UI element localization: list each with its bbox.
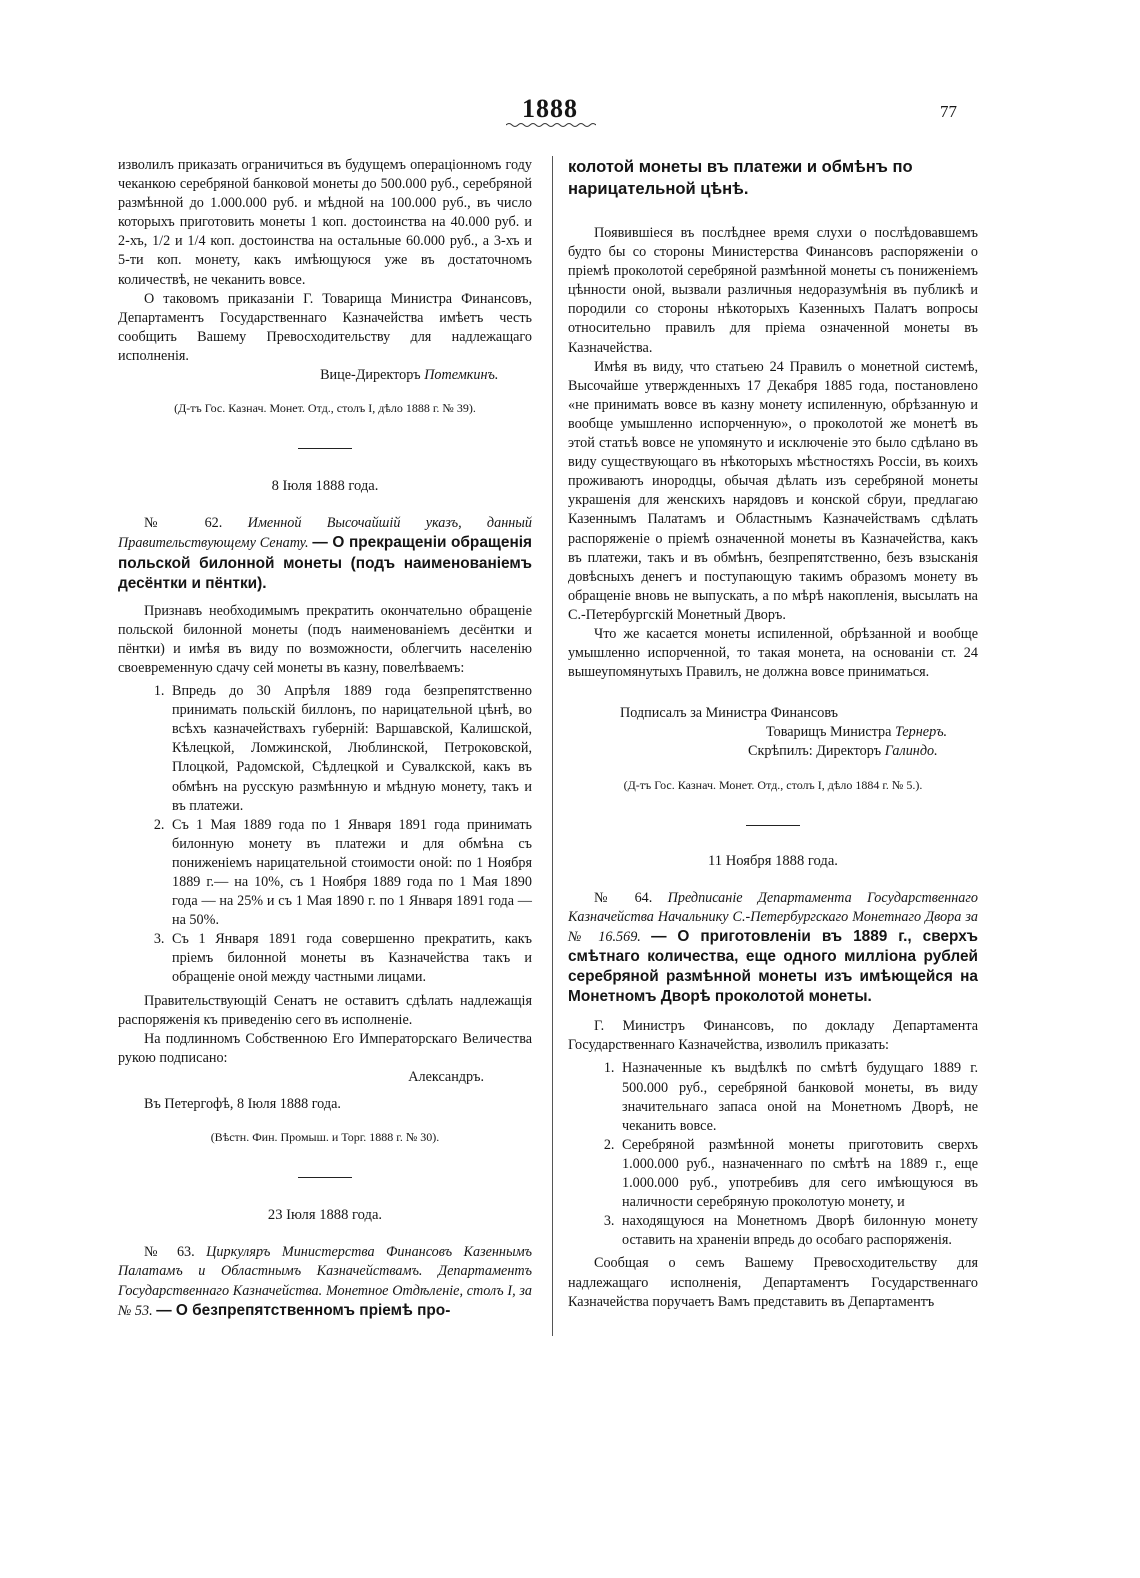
doc63-paragraph: Появившіеся въ послѣднее время слухи о послѣдовавшемъ будто бы со стороны Министерства Финансовъ распоряженіи о пріемѣ проколотой серебряной размѣнной монеты съ пониженіемъ цѣнности оной, вызвали различныя недоразумѣнія въ публикѣ и породили со стороны нѣкоторыхъ Казенныхъ Палатъ вопросы относительно правилъ для пріема означенной монеты въ Казначейства. (568, 225, 978, 356)
doc63-number: № 63. (144, 1244, 195, 1261)
doc62-number: № 62. (144, 515, 223, 532)
source-reference: (Д-тъ Гос. Казнач. Монет. Отд., столъ I, дѣло 1884 г. № 5.). (623, 777, 923, 792)
signature-line (568, 723, 978, 742)
left-column (118, 156, 532, 1321)
right-column (568, 156, 978, 1312)
list-item: 2. Серебряной размѣнной монеты приготовить сверхъ 1.000.000 руб., назначеннаго по смѣтѣ на 1889 г., еще 1.000.000 руб., употребивъ для сего имѣющуюся въ наличности серебряную проколотую монету, и (618, 1136, 978, 1212)
source-reference: (Вѣстн. Фин. Промыш. и Торг. 1888 г. № 30). (210, 1130, 440, 1145)
continued-paragraph: изволилъ приказать ограничиться въ будущемъ операціонномъ году чеканкою серебряной банковой монеты до 500.000 руб., серебряной размѣнной до 1.000.000 руб. и мѣдной на 100.000 руб., въ число которыхъ приготовить монеты 1 коп. достоинства на 40.000 руб. и 2-хъ, 1/2 и 1/4 коп. достоинства на остальные 60.000 руб., а 3-хъ и 5-ти коп. монету, какъ имѣющуюся уже въ достаточномъ количествѣ, не чеканить вовсе. (118, 157, 532, 288)
signature-title: Товарищъ Министра (766, 724, 892, 741)
doc62-senate: Правительствующій Сенатъ не оставитъ сдѣлать надлежащія распоряженія къ приведенію сего въ исполненіе. (118, 992, 532, 1028)
list-item: 2. Съ 1 Мая 1889 года по 1 Января 1891 года принимать билонную монету въ платежи и для обмѣна съ пониженіемъ нарицательной стоимости оной: по 1 Ноября 1889 г.— на 10%, съ 1 Ноября 1889 года по 1 Мая 1890 года — на 25% и съ 1 Мая 1890 г. по 1 Января 1891 года — на 50%. (168, 816, 532, 931)
doc62-place: Въ Петергофѣ, 8 Іюля 1888 года. (144, 1096, 341, 1113)
doc62-heading (118, 514, 532, 593)
list-item: 1. Впредь до 30 Апрѣля 1889 года безпрепятственно принимать польскій биллонъ, по нарицательной цѣнѣ, во всѣхъ казначействахъ губерній: Варшавской, Калишской, Кѣлецкой, Ломжинской, Люблинской, Петроковской, Плоцкой, Радомской, Сѣдлецкой и Сувалкской, какъ въ обмѣнъ на русскую размѣнную и мѣдную монету, такъ и въ платежи. (168, 682, 532, 816)
doc62-title: — О прекращеніи обращенія польской билонной монеты (подъ наименованіемъ десёнтки и пёнтки). (118, 534, 532, 592)
doc62-list (118, 682, 532, 988)
doc64-title: — О приготовленіи въ 1889 г., сверхъ смѣтнаго количества, еще одного милліона рублей серебряной размѣнной монеты изъ имѣющейся на Монетномъ Дворѣ проколотой монеты. (568, 927, 979, 1006)
section-date: 8 Іюля 1888 года. (271, 478, 379, 495)
signature-title: Скрѣпилъ: Директоръ (748, 743, 882, 760)
column-divider (552, 156, 553, 1336)
signature-line (568, 742, 978, 761)
doc64-heading (568, 889, 978, 1008)
doc62-emperor: Александръ. (408, 1068, 484, 1085)
section-date: 23 Іюля 1888 года. (267, 1207, 383, 1224)
doc62-intro: Признавъ необходимымъ прекратить окончательно обращеніе польской билонной монеты (подъ наименованіемъ десёнтки и пёнтки) и имѣя въ виду по возможности, облегчить населенію своевременную сдачу сей монеты въ казну, повелѣваемъ: (118, 602, 532, 676)
doc64-type: Предписаніе Департамента Государственнаго Казначейства Начальнику С.-Петербургскаго Монетнаго Двора за № 16.569. (568, 889, 979, 945)
section-rule (298, 1177, 352, 1178)
doc63-paragraph: Имѣя въ виду, что статьею 24 Правилъ о монетной системѣ, Высочайше утвержденныхъ 17 Декабря 1885 года, постановлено «не принимать вовсе въ казну монету испиленную, обрѣзанную и вообще умышленно испорченную», о проколотой же монетѣ въ этой статьѣ вовсе не упомянуто и исключеніе это было сдѣлано въ виду существующаго въ нѣкоторыхъ мѣстностяхъ Россіи, въ коихъ проживаютъ инородцы, обычая дѣлать изъ серебряной монеты украшенія для женскихъ нарядовъ и конской сбруи, предлагаю Казеннымъ Палатамъ и Областнымъ Казначействамъ сдѣлать распоряженіе о пріемѣ означенной монеты въ Казначейства, какъ въ платежи, такъ и въ обмѣнъ, безпрепятственно, безъ взысканія довѣсныхъ денегъ и поступающую такимъ образомъ монету въ обращеніе вновь не выпускать, а по мѣрѣ накопленія, высылать на С.-Петербургскій Монетный Дворъ. (568, 358, 978, 623)
page-year: 1888 (522, 94, 578, 123)
page-number: 77 (940, 102, 957, 121)
source-reference: (Д-тъ Гос. Казнач. Монет. Отд., столъ I, дѣло 1888 г. № 39). (174, 401, 476, 416)
signature-line (118, 366, 532, 385)
list-item: 1. Назначенные къ выдѣлкѣ по смѣтѣ будущаго 1889 г. 500.000 руб., серебряной банковой монеты, въ виду значительнаго запаса оной на Монетномъ Дворѣ, не чеканить вовсе. (618, 1059, 978, 1135)
ornament-wave-icon (506, 122, 596, 128)
list-item: 3. Съ 1 Января 1891 года совершенно прекратить, какъ пріемъ билонной монеты въ Казначейства такъ и обращеніе оной между частными лицами. (168, 930, 532, 987)
signature-name: Тернеръ. (895, 724, 948, 741)
notice-paragraph: О таковомъ приказаніи Г. Товарища Министра Финансовъ, Департаментъ Государственнаго Казначейства имѣетъ честь сообщить Вашему Превосходительству для надлежащаго исполненія. (118, 290, 532, 364)
list-item: 3. находящуюся на Монетномъ Дворѣ билонную монету оставить на храненіи впредь до особаго распоряженія. (618, 1212, 978, 1250)
doc64-number: № 64. (594, 889, 653, 906)
doc63-heading (118, 1243, 532, 1320)
doc62-type: Именной Высочайшій указъ, данный Правительствующему Сенату. (118, 515, 532, 552)
doc63-paragraph: Что же касается монеты испиленной, обрѣзанной и вообще умышленно испорченной, то такая монета, на основаніи ст. 24 вышеупомянутыхъ Правилъ, не должна вовсе приниматься. (568, 625, 978, 681)
doc63-title-start: — О безпрепятственномъ пріемѣ про- (156, 1301, 451, 1319)
page-header (0, 94, 1140, 134)
doc64-closing: Сообщая о семъ Вашему Превосходительству для надлежащаго исполненія, Департаментъ Государственнаго Казначейства поручаетъ Вамъ представить въ Департаментъ (568, 1255, 978, 1310)
signature-title: Вице-Директоръ (320, 367, 421, 384)
doc63-type: Циркуляръ Министерства Финансовъ Казеннымъ Палатамъ и Областнымъ Казначействамъ. Департаментъ Государственнаго Казначейства. Монетное Отдѣленіе, столъ I, за № 53. (118, 1244, 532, 1319)
signature-name: Галиндо. (884, 743, 938, 760)
signature-line: Подписалъ за Министра Финансовъ (620, 705, 838, 722)
section-date: 11 Ноября 1888 года. (708, 852, 838, 869)
doc62-signed: На подлинномъ Собственною Его Императорскаго Величества рукою подписано: (118, 1030, 532, 1066)
signature-name: Потемкинъ. (424, 367, 499, 384)
doc64-intro: Г. Министръ Финансовъ, по докладу Департамента Государственнаго Казначейства, изволилъ приказать: (568, 1018, 978, 1054)
doc63-title-end: колотой монеты въ платежи и обмѣнъ по нарицательной цѣнѣ. (568, 157, 913, 198)
section-rule (746, 825, 800, 826)
doc64-list (568, 1059, 978, 1250)
section-rule (298, 448, 352, 449)
doc63-signatures (568, 704, 978, 761)
